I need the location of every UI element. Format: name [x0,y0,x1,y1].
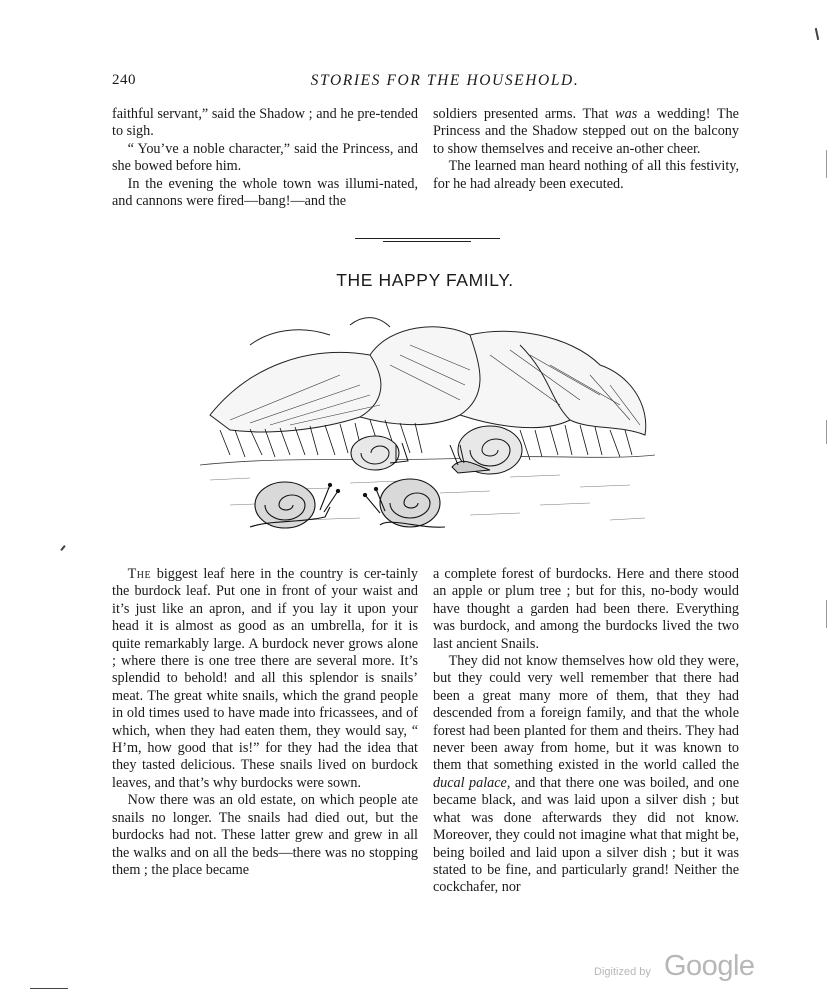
emphasis: ducal palace, [433,774,511,791]
paragraph: Now there was an old estate, on which people ate snails no longer. The snails had died out, but the burdocks had not. These latter grew and grew in all the walks and on all the beds—there was no stopping them ; the place became [112,792,418,878]
scan-mark [30,988,68,989]
watermark-prefix: Digitized by [594,966,651,978]
top-right-column [433,106,739,193]
paragraph: The learned man heard nothing of all this festivity, for he had already been executed. [433,158,739,192]
paragraph: “ You’ve a noble character,” said the Princess, and she bowed before him. [112,140,418,175]
paragraph [112,566,418,792]
paragraph [433,106,739,158]
scan-mark [60,545,65,551]
top-left-column [112,106,418,210]
page-header [112,72,738,94]
opening-word: The [127,566,152,582]
paragraph: In the evening the whole town was illumi-nated, and cannons were fired—bang!—and the [112,175,418,210]
text-run: biggest leaf here in the country is cer-tainly the burdock leaf. Put one in front of your waist and it’s just like an apron, and if you lay it upon your head it is almost as good as an umbrella, for it is quite remarkably large. A burdock never grows alone ; where there is one tree there are several more. It’s splendid to behold! and all this splendor is snails’ meat. The great white snails, which the grand people in old times used to have made into fricassees, and of which, when they had eaten them, they would say, “ H’m, how good that is!” for they had the idea that they tasted delicious. These snails lived on burdock leaves, and that’s why burdocks were sown. [112,566,418,791]
paragraph: faithful servant,” said the Shadow ; and he pre-tended to sigh. [112,106,418,140]
paragraph [433,653,739,897]
scan-mark [826,150,827,178]
scan-mark [815,28,819,40]
google-logo: Google [664,950,755,982]
running-head: STORIES FOR THE HOUSEHOLD. [310,72,580,89]
bottom-left-column [112,566,418,879]
text-run: a wedding! The Princess and the Shadow stepped out on the balcony to show themselves and receive an-other cheer. [433,106,739,157]
bottom-right-column [433,566,739,897]
snails-under-burdock-illustration [190,305,660,545]
text-run: soldiers presented arms. That [433,106,616,122]
text-run: and that there one was boiled, and one became black, and was laid upon a silver dish ; but what was done afterwards they did not know. Moreover, they could not imagine what that might be, being boiled and laid upon a silver dish ; but it was stated to be fine, and particularly grand! Neither the cockchafer, nor [433,774,740,896]
story-title: THE HAPPY FAMILY. [336,270,514,290]
page-number: 240 [112,72,136,88]
scan-mark [826,600,827,628]
scan-mark [826,420,827,444]
paragraph: a complete forest of burdocks. Here and there stood an apple or plum tree ; but for this, no-body would have thought a garden had been there. Everything was burdock, and among the burdocks lived the two last ancient Snails. [433,566,739,652]
text-run: They did not know themselves how old they were, but they could very well remember that there had been a great many more of them, that they had descended from a foreign family, and that the whole forest had been planted for them and theirs. They had never been away from home, but it was known to them that something existed in the world called the [433,653,739,774]
digitized-watermark [594,952,774,986]
emphasis: was [615,106,638,122]
